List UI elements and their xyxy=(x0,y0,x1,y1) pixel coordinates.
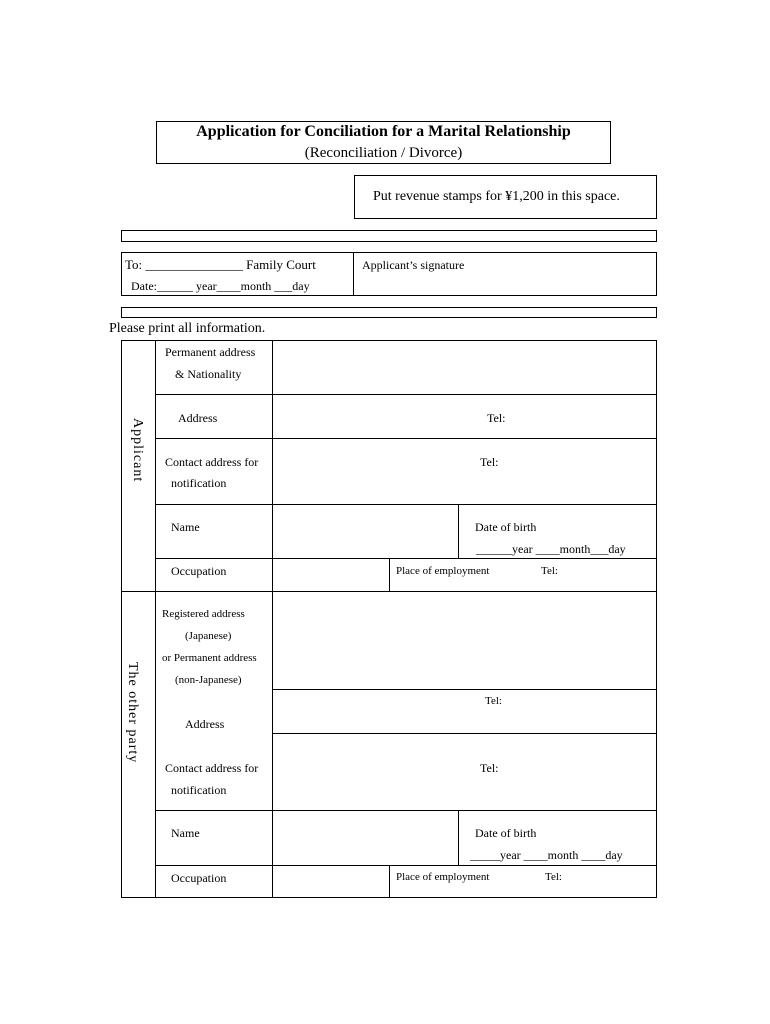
applicant-name-field[interactable] xyxy=(273,505,458,558)
applicant-address-label: Address xyxy=(178,411,218,425)
applicant-address-tel: Tel: xyxy=(487,411,506,425)
other-address-label: Address xyxy=(185,717,225,731)
other-reg-label-2: (Japanese) xyxy=(185,630,232,642)
separator-bar-bottom xyxy=(121,307,657,318)
applicant-perm-address-label-1: Permanent address xyxy=(165,345,256,359)
applicant-signature-label: Applicant’s signature xyxy=(362,258,465,272)
family-court-label: Family Court xyxy=(246,257,316,272)
other-employment-label: Place of employment xyxy=(396,871,490,883)
applicant-address-field[interactable] xyxy=(273,395,656,438)
other-occupation-field[interactable] xyxy=(273,866,389,898)
other-employment-tel: Tel: xyxy=(545,871,562,883)
other-party-side-label: The other party xyxy=(125,662,140,764)
other-reg-label-4: (non-Japanese) xyxy=(175,674,242,686)
other-dob-line[interactable]: _____year ____month ____day xyxy=(470,848,623,862)
court-name-blank[interactable]: _______________ xyxy=(145,257,243,272)
applicant-employment-label: Place of employment xyxy=(396,565,490,577)
form-title: Application for Conciliation for a Marital Relationship xyxy=(196,123,571,140)
other-name-label: Name xyxy=(171,826,200,840)
other-address-field[interactable] xyxy=(273,690,656,733)
other-reg-label-3: or Permanent address xyxy=(162,652,257,664)
applicant-side-label: Applicant xyxy=(130,418,145,483)
applicant-occupation-label: Occupation xyxy=(171,564,227,578)
applicant-contact-label-1: Contact address for xyxy=(165,455,259,469)
applicant-contact-tel: Tel: xyxy=(480,455,499,469)
revenue-stamp-text: Put revenue stamps for ¥1,200 in this space. xyxy=(373,189,620,204)
other-reg-label-1: Registered address xyxy=(162,608,245,620)
other-name-field[interactable] xyxy=(273,811,458,865)
applicant-contact-field[interactable] xyxy=(273,439,656,504)
other-contact-label-2: notification xyxy=(171,783,227,797)
applicant-perm-address-field[interactable] xyxy=(273,341,656,394)
applicant-perm-address-label-2: & Nationality xyxy=(175,367,242,381)
date-line[interactable]: Date:______ year____month ___day xyxy=(131,279,310,293)
applicant-dob-line[interactable]: ______year ____month___day xyxy=(476,542,626,556)
applicant-dob-label: Date of birth xyxy=(475,520,537,534)
other-dob-label: Date of birth xyxy=(475,826,537,840)
applicant-contact-label-2: notification xyxy=(171,476,227,490)
instruction-text: Please print all information. xyxy=(109,321,266,336)
to-court-line xyxy=(125,257,316,273)
other-address-tel: Tel: xyxy=(485,695,502,707)
other-contact-tel: Tel: xyxy=(480,761,499,775)
other-occupation-label: Occupation xyxy=(171,871,227,885)
applicant-occupation-field[interactable] xyxy=(273,559,389,592)
applicant-name-label: Name xyxy=(171,520,200,534)
to-label: To: xyxy=(125,257,143,272)
form-subtitle: (Reconciliation / Divorce) xyxy=(304,145,463,161)
applicant-employment-tel: Tel: xyxy=(541,565,558,577)
other-contact-label-1: Contact address for xyxy=(165,761,259,775)
other-contact-field[interactable] xyxy=(273,734,656,810)
other-registered-address-field[interactable] xyxy=(273,592,656,689)
separator-bar-top xyxy=(121,230,657,242)
